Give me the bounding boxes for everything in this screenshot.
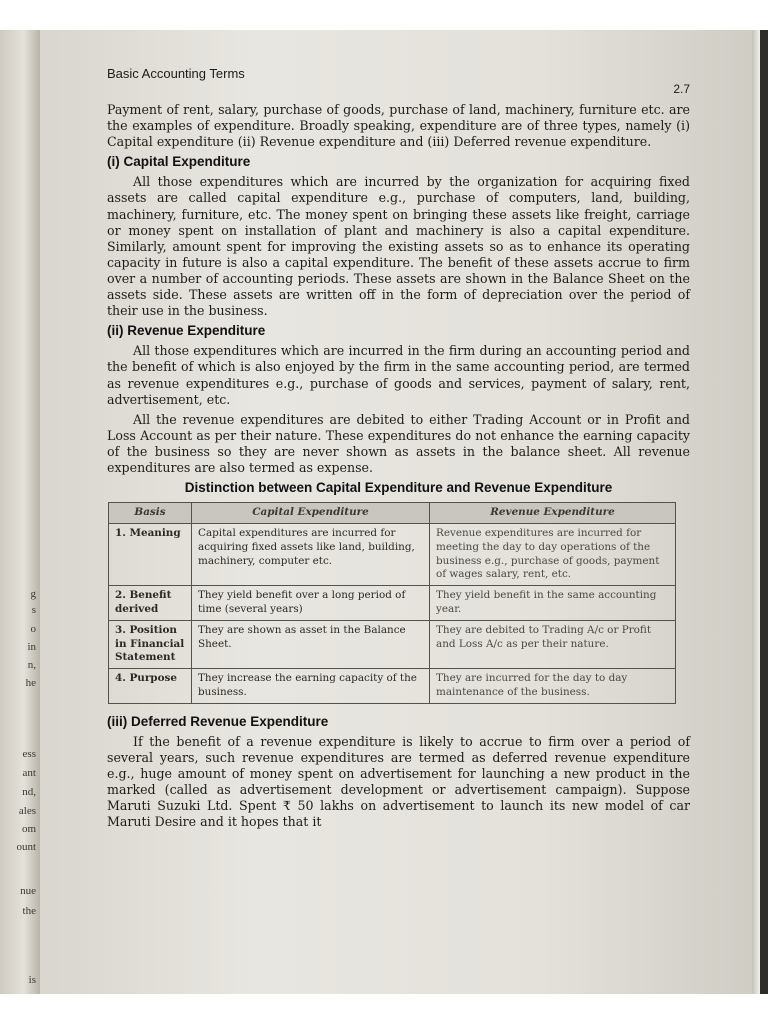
column-header-revenue: Revenue Expenditure <box>430 503 676 524</box>
table-cell-revenue: They yield benefit in the same accounting year. <box>430 586 676 621</box>
facing-page-fragment: nd, <box>22 786 36 798</box>
page-number: 2.7 <box>673 82 690 96</box>
facing-page-fragment: ales <box>18 805 36 817</box>
table-row <box>109 523 676 585</box>
facing-page-fragment: om <box>21 823 36 835</box>
column-header-basis: Basis <box>109 503 192 524</box>
facing-page-edge <box>0 30 40 994</box>
facing-page-fragment: n, <box>27 659 36 671</box>
deferred-revenue-expenditure-paragraph: If the benefit of a revenue expenditure is likely to accrue to firm over a period of several years, such revenue expenditures are termed as deferred revenue expenditure e.g., huge amount of money spent on advertisement for launching a new product in the marked (called as advertisement development or advertisement campaign). Suppose Maruti Suzuki Ltd. Spent ₹ 50 lakhs on advertisement to launch its new model of car Maruti Desire and it hopes that it <box>107 733 690 830</box>
column-header-capital: Capital Expenditure <box>192 503 430 524</box>
facing-page-fragment: ess <box>22 748 36 760</box>
background-top <box>0 0 768 30</box>
facing-page-fragment: he <box>25 677 36 689</box>
table-row <box>109 669 676 704</box>
facing-page-fragment: in <box>27 641 36 653</box>
deferred-revenue-expenditure-heading: (iii) Deferred Revenue Expenditure <box>107 713 329 729</box>
table-cell-capital: They increase the earning capacity of the business. <box>192 669 430 704</box>
table-cell-basis: 2. Benefit derived <box>109 586 192 621</box>
facing-page-fragment: ount <box>16 841 36 853</box>
background-bottom <box>0 994 768 1024</box>
capital-expenditure-paragraph: All those expenditures which are incurred by the organization for acquiring fixed assets are called capital expenditure e.g., purchase of computers, land, building, machinery, furniture, etc. The money spent on bringing these assets like freight, carriage or money spent on installation of plant and machinery is also a capital expenditure. Similarly, amount spent for improving the existing assets so as to enhance its operating capacity in future is also a capital expenditure. The benefit of these assets accrue to firm over a number of accounting periods. These assets are shown in the Balance Sheet on the assets side. These assets are written off in the form of depreciation over the period of their use in the business. <box>107 174 690 319</box>
book-page <box>40 30 760 994</box>
facing-page-fragment: s <box>31 604 36 616</box>
table-cell-basis: 1. Meaning <box>109 523 192 585</box>
revenue-expenditure-paragraph: All those expenditures which are incurred in the firm during an accounting period and the benefit of which is also enjoyed by the firm in the same accounting period, are termed as revenue expenditures e.g., purchase of goods and services, payment of salary, rent, advertisement, etc. <box>107 343 690 407</box>
intro-paragraph: Payment of rent, salary, purchase of goods, purchase of land, machinery, furniture etc. are the examples of expenditure. Broadly speaking, expenditure are of three types, namely (i) Capital expenditure (ii) Revenue expenditure and (iii) Deferred revenue expenditure. <box>107 102 690 150</box>
facing-page-fragment: is <box>28 974 36 986</box>
facing-page-fragment: the <box>22 905 36 917</box>
table-cell-revenue: They are incurred for the day to day maintenance of the business. <box>430 669 676 704</box>
table-cell-basis: 4. Purpose <box>109 669 192 704</box>
table-cell-basis: 3. Position in Financial Statement <box>109 620 192 668</box>
capital-expenditure-heading: (i) Capital Expenditure <box>107 154 251 170</box>
facing-page-fragment: g <box>30 588 36 600</box>
table-cell-capital: They are shown as asset in the Balance Sheet. <box>192 620 430 668</box>
revenue-expenditure-heading: (ii) Revenue Expenditure <box>107 323 266 339</box>
table-cell-revenue: They are debited to Trading A/c or Profit and Loss A/c as per their nature. <box>430 620 676 668</box>
facing-page-fragment: nue <box>20 885 36 897</box>
revenue-expenditure-paragraph: All the revenue expenditures are debited to either Trading Account or in Profit and Loss Account as per their nature. These expenditures do not enhance the earning capacity of the business so they are never shown as assets in the balance sheet. All revenue expenditures are also termed as expense. <box>107 411 690 475</box>
distinction-table <box>108 502 676 704</box>
table-row <box>109 620 676 668</box>
deferred-section <box>107 714 690 831</box>
facing-page-fragment: ant <box>22 767 36 779</box>
distinction-table-title: Distinction between Capital Expenditure and Revenue Expenditure <box>184 480 613 496</box>
table-header-row <box>109 503 676 524</box>
running-head: Basic Accounting Terms <box>107 66 245 81</box>
table-cell-revenue: Revenue expenditures are incurred for meeting the day to day operations of the business e.g., purchase of goods, payment of wages salary, rent, etc. <box>430 523 676 585</box>
page-edge <box>752 30 760 994</box>
table-cell-capital: Capital expenditures are incurred for acquiring fixed assets like land, building, machinery, computer etc. <box>192 523 430 585</box>
table-cell-capital: They yield benefit over a long period of time (several years) <box>192 586 430 621</box>
page-body <box>107 102 690 834</box>
facing-page-fragment: o <box>30 623 36 635</box>
table-row <box>109 586 676 621</box>
